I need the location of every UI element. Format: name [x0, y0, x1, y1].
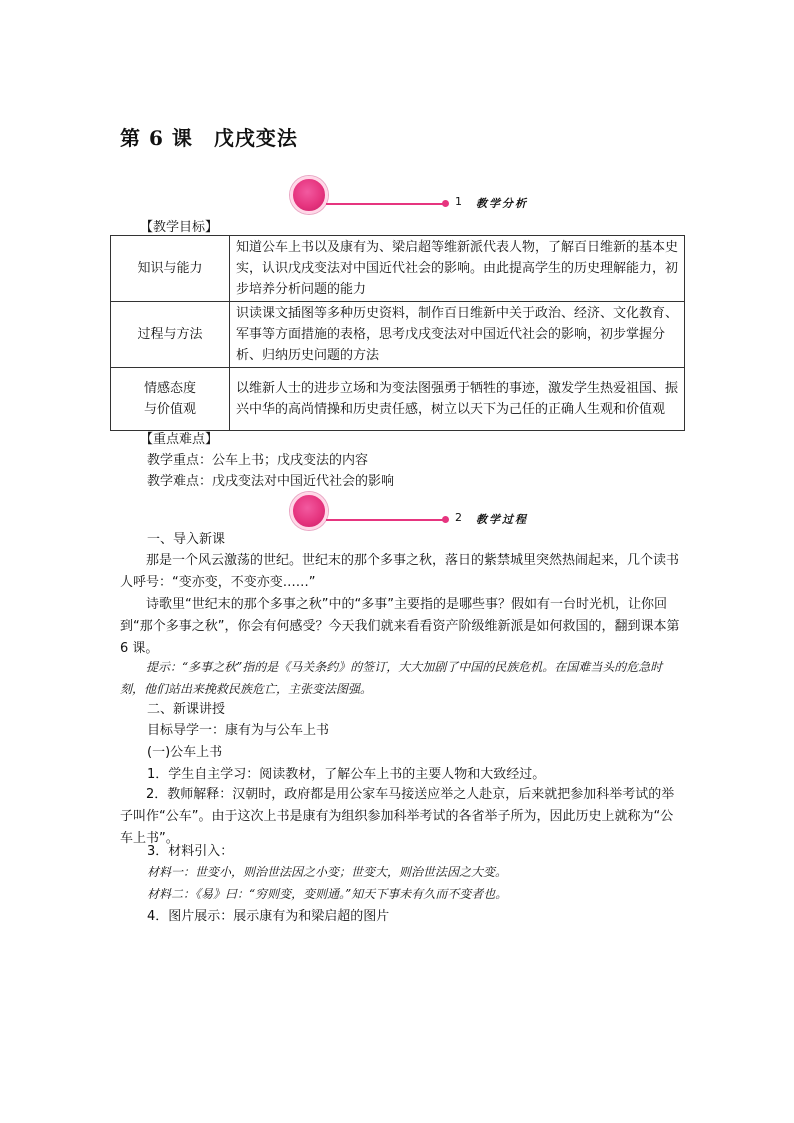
- lecture-heading: 二、新课讲授: [147, 702, 226, 717]
- goal-name-line: 情感态度: [143, 381, 196, 396]
- key-heading: 【重点难点】: [140, 432, 219, 447]
- step-text: 4．图片展示：展示康有为和梁启超的图片: [147, 909, 390, 924]
- table-row: [111, 368, 685, 431]
- step-text: 2．教师解释：汉朝时，政府都是用公家车马接送应举之人赴京，后来就把参加科举考试的举子叫作“公车”。由于这次上书是康有为组织参加科举考试的各省举子所为，因此历史上就称为“公车上书”。: [120, 787, 675, 846]
- material-text: 材料一：世变小，则治世法因之小变；世变大，则治世法因之大变。: [147, 865, 508, 879]
- goals-table: [110, 235, 685, 431]
- section-label: 教学分析: [476, 197, 528, 210]
- intro-heading: 一、导入新课: [147, 532, 226, 547]
- goal-name: 过程与方法: [111, 302, 230, 368]
- goals-heading: 【教学目标】: [140, 220, 219, 235]
- intro-note: 提示：“多事之秋”指的是《马关条约》的签订，大大加剧了中国的民族危机。在国难当头的危急时刻，他们站出来挽救民族危亡，主张变法图强。: [120, 660, 663, 696]
- goal-content: 以维新人士的进步立场和为变法图强勇于牺牲的事迹，激发学生热爱祖国、振兴中华的高尚情操和历史责任感，树立以天下为己任的正确人生观和价值观: [230, 368, 685, 431]
- key-point: 教学重点：公车上书；戊戌变法的内容: [147, 453, 369, 468]
- pink-circle-icon: [290, 492, 328, 530]
- section-number: 1: [455, 195, 462, 208]
- step-text: 3．材料引入：: [147, 844, 234, 859]
- table-row: [111, 236, 685, 302]
- table-row: [111, 302, 685, 368]
- goal-content: 识读课文插图等多种历史资料，制作百日维新中关于政治、经济、文化教育、军事等方面措施的表格，思考戊戌变法对中国近代社会的影响，初步掌握分析、归纳历史问题的方法: [230, 302, 685, 368]
- section-number: 2: [455, 511, 462, 524]
- goal-content: 知道公车上书以及康有为、梁启超等维新派代表人物，了解百日维新的基本史实，认识戊戌变法对中国近代社会的影响。由此提高学生的历史理解能力，初步培养分析问题的能力: [230, 236, 685, 302]
- sub-heading: (一)公车上书: [147, 745, 223, 760]
- step-text: 1．学生自主学习：阅读教材，了解公车上书的主要人物和大致经过。: [147, 767, 546, 782]
- difficult-point: 教学难点：戊戌变法对中国近代社会的影响: [147, 474, 395, 489]
- section-label: 教学过程: [476, 513, 528, 526]
- intro-paragraph: 诗歌里“世纪末的那个多事之秋”中的“多事”主要指的是哪些事？假如有一台时光机，让你回到“那个多事之秋”，你会有何感受？今天我们就来看看资产阶级维新派是如何救国的，翻到课本第 6 课。: [120, 597, 680, 656]
- goal-name: 知识与能力: [111, 236, 230, 302]
- goal-name-line: 与价值观: [143, 402, 196, 417]
- lesson-title: 第 6 课 戊戌变法: [120, 126, 298, 150]
- intro-paragraph: 那是一个风云激荡的世纪。世纪末的那个多事之秋，落日的紫禁城里突然热闹起来，几个读书人呼号：“变亦变，不变亦变……”: [120, 553, 680, 590]
- section-header-analysis: [290, 176, 550, 212]
- dot-icon: [442, 200, 449, 207]
- dot-icon: [442, 516, 449, 523]
- section-header-process: [290, 492, 550, 528]
- goal-name: [111, 368, 230, 431]
- pink-circle-icon: [290, 176, 328, 214]
- divider-line: [326, 203, 444, 205]
- divider-line: [326, 519, 444, 521]
- goal-heading: 目标导学一：康有为与公车上书: [147, 723, 330, 738]
- material-text: 材料二：《易》曰：“穷则变，变则通。”知天下事未有久而不变者也。: [147, 887, 508, 901]
